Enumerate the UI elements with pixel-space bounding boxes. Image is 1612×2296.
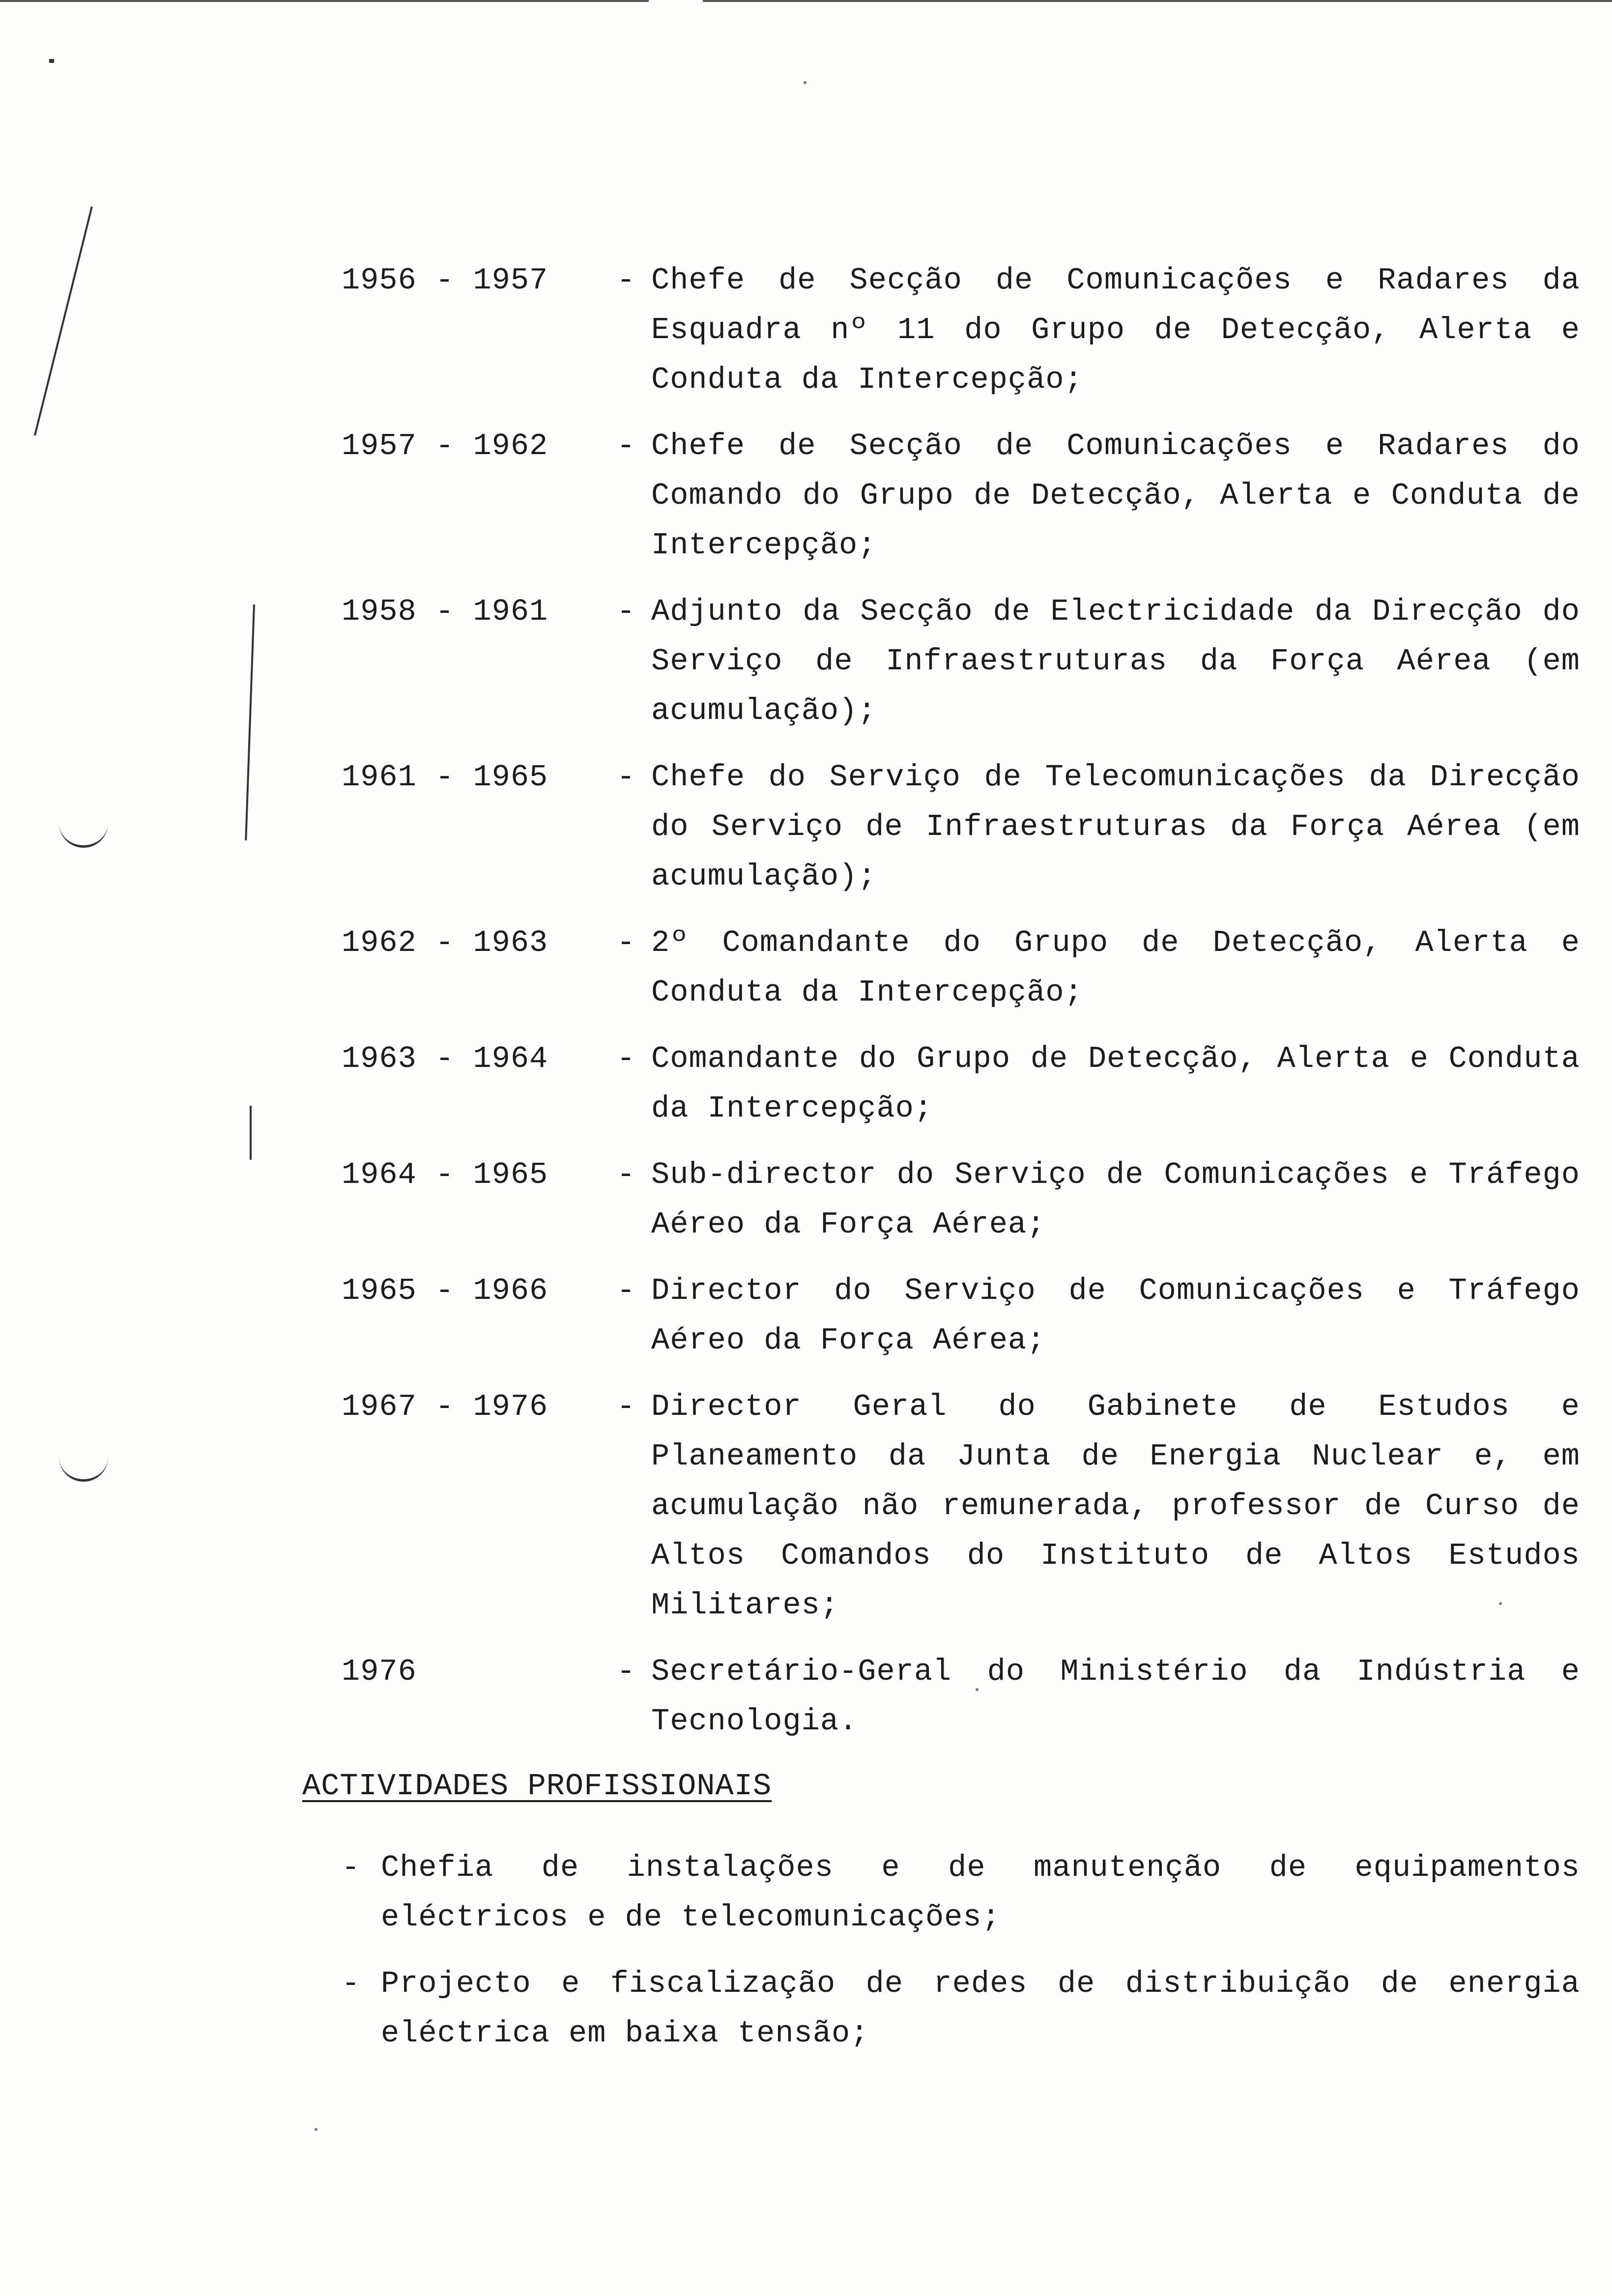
- career-years: 1963 - 1964: [342, 1041, 548, 1076]
- bullet-dash: -: [342, 1966, 361, 2001]
- career-dash: -: [617, 594, 636, 629]
- career-entry: [342, 918, 1580, 1017]
- career-list: [342, 256, 1580, 1746]
- career-dash: -: [617, 429, 636, 463]
- career-entry: [342, 1382, 1580, 1630]
- career-years: 1964 - 1965: [342, 1157, 548, 1192]
- career-entry: [342, 421, 1580, 570]
- career-entry: [342, 1266, 1580, 1365]
- margin-stroke: [245, 604, 255, 840]
- career-years: 1958 - 1961: [342, 594, 548, 629]
- career-dash: -: [617, 925, 636, 960]
- career-years: 1967 - 1976: [342, 1389, 548, 1424]
- scan-speck: [804, 81, 806, 84]
- list-item: [342, 1959, 1580, 2058]
- career-years: 1965 - 1966: [342, 1273, 548, 1308]
- career-dash: -: [617, 263, 636, 298]
- career-entry: [342, 256, 1580, 404]
- top-edge-rule-right: [703, 0, 1612, 2]
- career-entry: [342, 752, 1580, 901]
- activities-list: [342, 1843, 1580, 2075]
- career-dash: -: [617, 1157, 636, 1192]
- career-description: Adjunto da Secção de Electricidade da Direcção do Serviço de Infraestruturas da Força Aérea (em acumulação);: [651, 594, 1580, 728]
- career-entry: [342, 1034, 1580, 1133]
- margin-mark: [49, 59, 54, 63]
- margin-stroke: [34, 206, 93, 436]
- career-dash: -: [617, 1273, 636, 1308]
- career-years: 1956 - 1957: [342, 263, 548, 298]
- margin-stroke: [250, 1106, 252, 1160]
- scan-speck: [315, 2128, 317, 2131]
- career-dash: -: [617, 760, 636, 795]
- career-description: Chefe do Serviço de Telecomunicações da Direcção do Serviço de Infraestruturas da Força Aérea (em acumulação);: [651, 760, 1580, 894]
- career-dash: -: [617, 1389, 636, 1424]
- career-dash: -: [617, 1654, 636, 1689]
- career-description: 2º Comandante do Grupo de Detecção, Alerta e Conduta da Intercepção;: [651, 925, 1580, 1010]
- hole-punch-arc: [59, 1450, 108, 1482]
- career-description: Secretário-Geral do Ministério da Indústria e Tecnologia.: [651, 1654, 1580, 1739]
- career-description: Sub-director do Serviço de Comunicações e Tráfego Aéreo da Força Aérea;: [651, 1157, 1580, 1242]
- career-dash: -: [617, 1041, 636, 1076]
- top-edge-rule: [0, 0, 649, 2]
- career-years: 1962 - 1963: [342, 925, 548, 960]
- career-entry: [342, 1647, 1580, 1746]
- career-years: 1957 - 1962: [342, 429, 548, 463]
- career-description: Comandante do Grupo de Detecção, Alerta e Conduta da Intercepção;: [651, 1041, 1580, 1126]
- career-description: Chefe de Secção de Comunicações e Radares do Comando do Grupo de Detecção, Alerta e Conduta de Intercepção;: [651, 429, 1580, 563]
- list-item: [342, 1843, 1580, 1942]
- career-description: Director do Serviço de Comunicações e Tráfego Aéreo da Força Aérea;: [651, 1273, 1580, 1358]
- section-title: ACTIVIDADES PROFISSIONAIS: [302, 1769, 772, 1804]
- activity-text: Chefia de instalações e de manutenção de equipamentos eléctricos e de telecomunicações;: [381, 1850, 1580, 1935]
- career-entry: [342, 1150, 1580, 1249]
- activity-text: Projecto e fiscalização de redes de distribuição de energia eléctrica em baixa tensão;: [381, 1966, 1580, 2051]
- hole-punch-arc: [59, 811, 108, 848]
- career-years: 1961 - 1965: [342, 760, 548, 795]
- bullet-dash: -: [342, 1850, 361, 1885]
- career-years: 1976: [342, 1654, 417, 1689]
- career-entry: [342, 587, 1580, 736]
- career-description: Chefe de Secção de Comunicações e Radares da Esquadra nº 11 do Grupo de Detecção, Alerta e Conduta da Intercepção;: [651, 263, 1580, 397]
- career-description: Director Geral do Gabinete de Estudos e Planeamento da Junta de Energia Nuclear e, em acumulação não remunerada, professor de Curso de Altos Comandos do Instituto de Altos Estudos Militares;: [651, 1389, 1580, 1623]
